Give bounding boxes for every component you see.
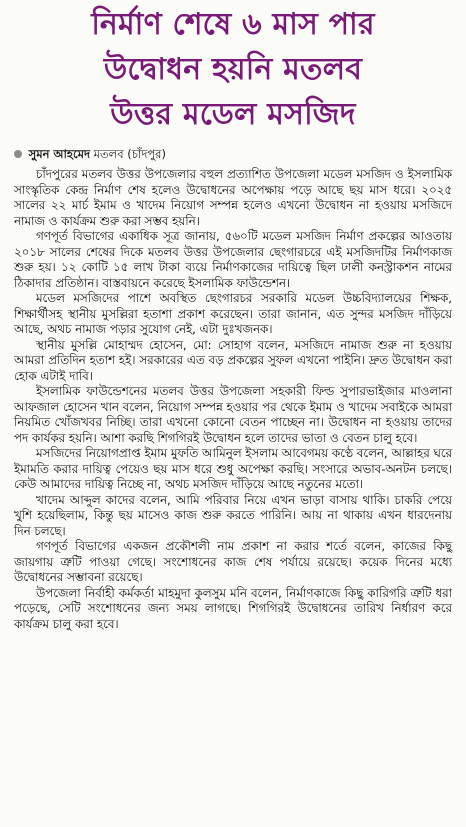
paragraph: গণপূর্ত বিভাগের একাধিক সূত্র জানায়, ৫৬০টি মডেল মসজিদ নির্মাণ প্রকল্পের আওতায় ২০১৮ সালের শেষের দিকে মতলব উত্তর উপজেলার ছেংগারচরে এই মসজিদটির নির্মাণকাজ শুরু হয়। ১২ কোটি ১৫ লাখ টাকা ব্যয়ে নির্মাণকাজের দায়িত্বে ছিল ঢালী কনস্ট্রাকশন নামের ঠিকাদার প্রতিষ্ঠান। বাস্তবায়নে করেছে ইসলামিক ফাউন্ডেশন। (14, 229, 452, 290)
headline-line-1: নির্মাণ শেষে ৬ মাস পার (91, 7, 375, 42)
headline (14, 2, 452, 137)
paragraph: গণপূর্ত বিভাগের একজন প্রকৌশলী নাম প্রকাশ না করার শর্তে বলেন, কাজের কিছু জায়গায় ত্রুটি পাওয়া গেছে। সংশোধনের কাজ শেষ পর্যায়ে রয়েছে। কয়েক দিনের মধ্যে উদ্বোধনের সম্ভাবনা রয়েছে। (14, 539, 452, 584)
byline-author: সুমন আহমেদ (28, 147, 91, 161)
paragraph: মসজিদের নিয়োগপ্রাপ্ত ইমাম মুফতি আমিনুল ইসলাম আবেগময় কণ্ঠে বলেন, আল্লাহর ঘরে ইমামতি করার দায়িত্ব পেয়েও ছয় মাস ধরে শুধু অপেক্ষা করছি। সংসারে অভাব-অনটন চলছে। কেউ আমাদের দায়িত্ব নিচ্ছে না, অথচ মসজিদ দাঁড়িয়ে আছে নতুনের মতো। (14, 446, 452, 491)
bullet-icon (14, 150, 22, 158)
paragraph: মডেল মসজিদের পাশে অবস্থিত ছেংগারচর সরকারি মডেল উচ্চবিদ্যালয়ের শিক্ষক, শিক্ষার্থীসহ স্থানীয় মুসল্লিরা হতাশা প্রকাশ করেছেন। তারা জানান, এত সুন্দর মসজিদ দাঁড়িয়ে আছে, অথচ নামাজ পড়ার সুযোগ নেই, এটা দুঃখজনক। (14, 291, 452, 336)
paragraph: স্থানীয় মুসল্লি মোহাম্মদ হোসেন, মো: সোহাগ বলেন, মসজিদে নামাজ শুরু না হওয়ায় আমরা প্রতিদিন হতাশ হই। সরকারের এত বড় প্রকল্পের সুফল এখনো পাইনি। দ্রুত উদ্বোধন করা হোক এটাই দাবি। (14, 337, 452, 383)
article-body (14, 167, 452, 632)
paragraph: খাদেম আব্দুল কাদের বলেন, আমি পরিবার নিয়ে এখন ভাড়া বাসায় থাকি। চাকরি পেয়ে খুশি হয়েছিলাম, কিন্তু ছয় মাসেও কাজ শুরু করতে পারিনি। আয় না থাকায় এখন ধারদেনায় দিন চলছে। (14, 492, 452, 538)
headline-line-3: উত্তর মডেল মসজিদ (110, 97, 356, 132)
paragraph: ইসলামিক ফাউন্ডেশনের মতলব উত্তর উপজেলা সহকারী ফিল্ড সুপারভাইজার মাওলানা আফজাল হোসেন খান বলেন, নিয়োগ সম্পন্ন হওয়ার পর থেকে ইমাম ও খাদেম সবাইকে আমরা নিয়মিত খোঁজখবর নিচ্ছি। তারা এখনো কোনো বেতন পাচ্ছেন না। উদ্বোধন না হওয়ায় তাদের পদ কার্যকর হয়নি। আশা করছি শিগগিরই উদ্বোধন হলে তাদের ভাতা ও বেতন চালু হবে। (14, 384, 452, 445)
headline-line-2: উদ্বোধন হয়নি মতলব (103, 52, 363, 87)
paragraph: উপজেলা নির্বাহী কর্মকর্তা মাহমুদা কুলসুম মনি বলেন, নির্মাণকাজে কিছু কারিগরি ত্রুটি ধরা পড়েছে, সেটি সংশোধনের জন্য সময় লাগছে। শিগগিরই উদ্বোধনের তারিখ নির্ধারণ করে কার্যক্রম চালু করা হবে। (14, 585, 452, 631)
paragraph: চাঁদপুরের মতলব উত্তর উপজেলার বহুল প্রত্যাশিত উপজেলা মডেল মসজিদ ও ইসলামিক সাংস্কৃতিক কেন্দ্র নির্মাণ শেষ হলেও উদ্বোধনের অপেক্ষায় পড়ে আছে ছয় মাস ধরে। ২০২৫ সালের ২২ মার্চ ইমাম ও খাদেম নিয়োগ সম্পন্ন হলেও এখনো উদ্বোধন না হওয়ায় মসজিদে নামাজ ও কার্যক্রম শুরু করা সম্ভব হয়নি। (14, 167, 452, 228)
byline (14, 145, 452, 163)
byline-location: মতলব (চাঁদপুর) (93, 147, 166, 161)
